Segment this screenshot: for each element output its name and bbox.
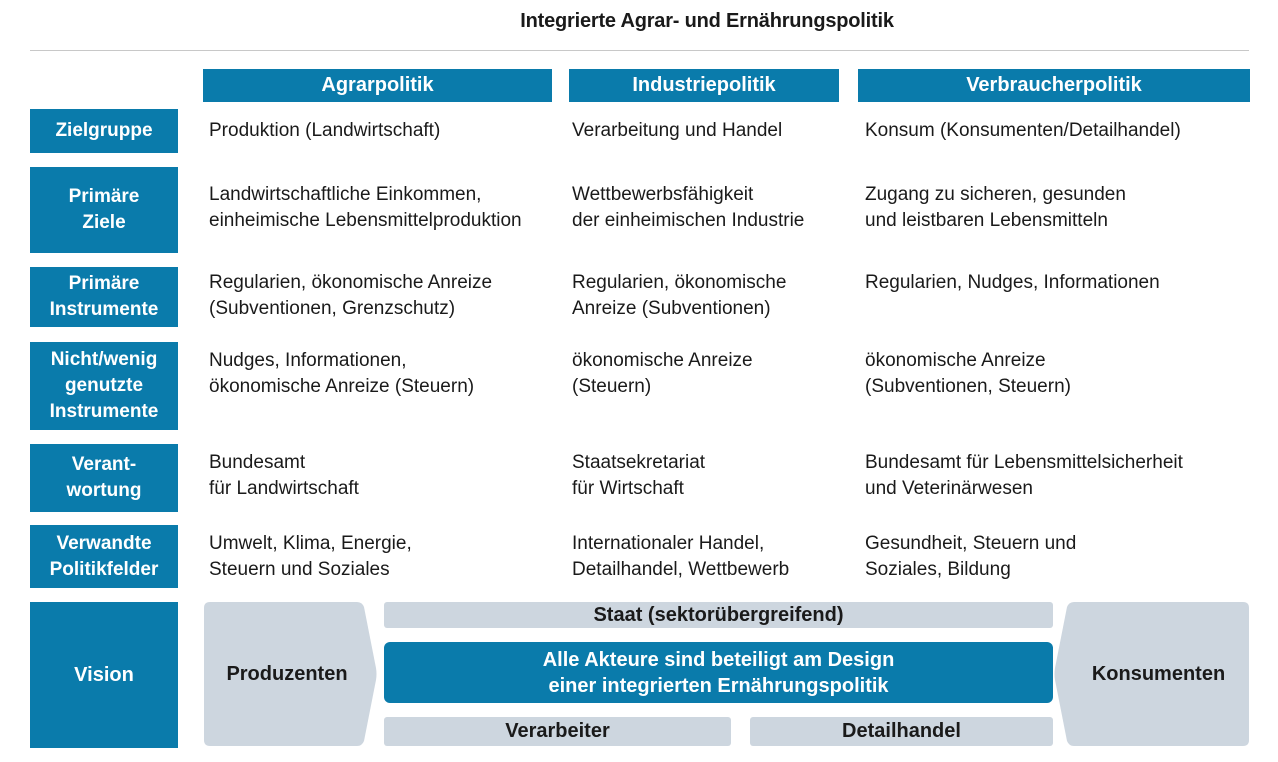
- row-label-line: wortung: [66, 480, 142, 501]
- cell-line: Anreize (Subventionen): [572, 298, 771, 319]
- row-label-line: Instrumente: [49, 299, 159, 320]
- cell-line: Wettbewerbsfähigkeit: [572, 184, 754, 205]
- cell-line: und leistbaren Lebensmitteln: [865, 210, 1108, 231]
- vision-consumers: Konsumenten: [1091, 662, 1226, 685]
- cell-line: ökonomische Anreize (Steuern): [209, 376, 475, 397]
- vision-center: [384, 642, 1053, 703]
- cell-line: Zugang zu sicheren, gesunden: [865, 184, 1126, 205]
- row-label-line: Nicht/wenig: [50, 349, 158, 370]
- diagram-title: Integrierte Agrar- und Ernährungspolitik: [520, 10, 894, 32]
- col-header-verbraucherpolitik: Verbraucherpolitik: [858, 69, 1250, 102]
- cell-line: Bundesamt für Lebensmittelsicherheit: [865, 452, 1183, 473]
- cell-line: Bundesamt: [209, 452, 306, 473]
- row-label-line: Verwandte: [56, 532, 152, 554]
- cell-line: (Subventionen, Steuern): [865, 376, 1071, 397]
- row-header-vision: Vision: [30, 602, 178, 748]
- row-label-line: genutzte: [64, 375, 144, 396]
- row-label-line: Politikfelder: [49, 558, 159, 580]
- cell-line: der einheimischen Industrie: [572, 210, 805, 231]
- cell-line: Steuern und Soziales: [209, 559, 390, 580]
- cell-line: Konsum (Konsumenten/Detailhandel): [865, 120, 1181, 141]
- col-header-industriepolitik: Industriepolitik: [569, 69, 839, 102]
- cell-line: Staatsekretariat: [572, 452, 706, 473]
- cell-line: Soziales, Bildung: [865, 559, 1011, 580]
- row-label-line: Primäre: [68, 186, 140, 207]
- cell-line: Internationaler Handel,: [572, 533, 765, 554]
- cell-line: Umwelt, Klima, Energie,: [209, 533, 412, 554]
- cell-line: ökonomische Anreize: [572, 350, 753, 371]
- cell-line: Landwirtschaftliche Einkommen,: [209, 184, 482, 205]
- row-label-line: Verant-: [71, 454, 137, 475]
- cell-line: Produktion (Landwirtschaft): [209, 120, 441, 141]
- cell-line: für Landwirtschaft: [209, 478, 359, 499]
- cell-line: ökonomische Anreize: [865, 350, 1046, 371]
- vision-retail: Detailhandel: [750, 717, 1053, 746]
- vision-producers: Produzenten: [226, 662, 348, 685]
- vision-processors: Verarbeiter: [384, 717, 731, 746]
- vision-center-line: Alle Akteure sind beteiligt am Design: [542, 648, 895, 671]
- cell-line: Verarbeitung und Handel: [572, 120, 783, 141]
- cell-line: Regularien, ökonomische Anreize: [209, 272, 493, 293]
- col-header-agrarpolitik: Agrarpolitik: [203, 69, 552, 102]
- cell-line: einheimische Lebensmittelproduktion: [209, 210, 522, 231]
- cell-line: Regularien, Nudges, Informationen: [865, 272, 1160, 293]
- row-label-line: Zielgruppe: [55, 120, 153, 141]
- cell-line: Detailhandel, Wettbewerb: [572, 559, 790, 580]
- cell-line: (Steuern): [572, 376, 652, 397]
- vision-center-line: einer integrierten Ernährungspolitik: [548, 674, 889, 697]
- row-label-line: Primäre: [68, 273, 140, 294]
- cell-line: Regularien, ökonomische: [572, 272, 787, 293]
- row-label-line: Ziele: [82, 212, 126, 233]
- cell-line: und Veterinärwesen: [865, 478, 1033, 499]
- cell-line: Nudges, Informationen,: [209, 350, 407, 371]
- row-label-line: Instrumente: [49, 401, 159, 422]
- vision-state: Staat (sektorübergreifend): [384, 602, 1053, 628]
- cell-line: für Wirtschaft: [572, 478, 684, 499]
- cell-line: (Subventionen, Grenzschutz): [209, 298, 456, 319]
- cell-line: Gesundheit, Steuern und: [865, 533, 1077, 554]
